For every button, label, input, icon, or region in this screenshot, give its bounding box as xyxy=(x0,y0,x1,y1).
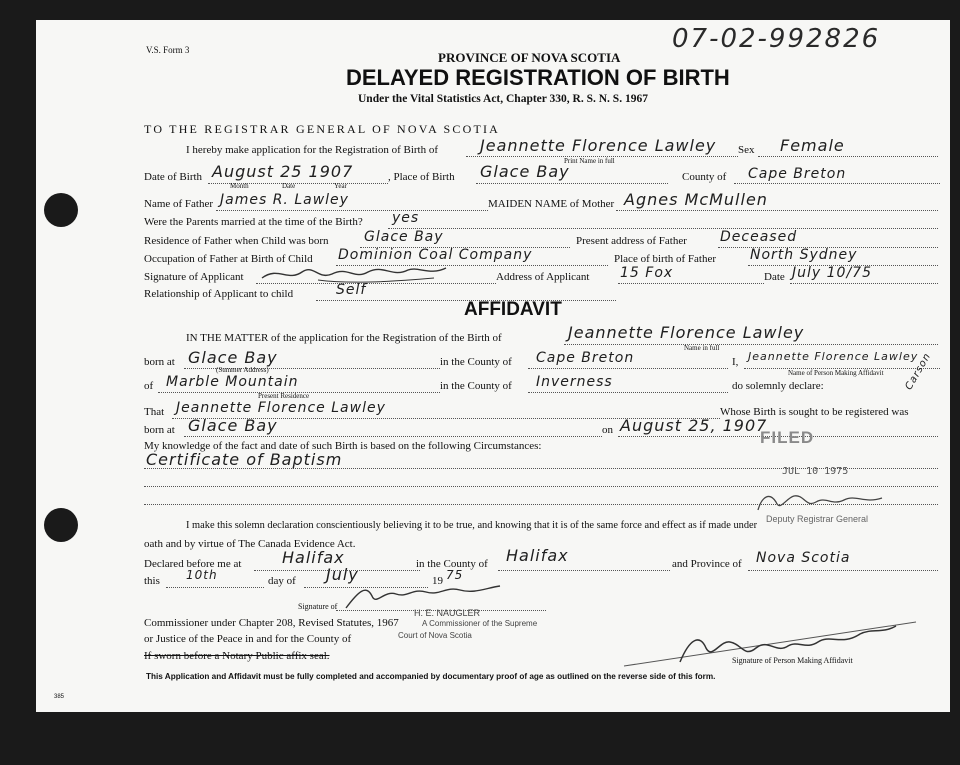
justice-label: or Justice of the Peace in and for the County of xyxy=(144,633,352,645)
month-value: July xyxy=(326,565,359,584)
commissioner-stamp-line2: Court of Nova Scotia xyxy=(398,631,472,640)
registrar-line: TO THE REGISTRAR GENERAL OF NOVA SCOTIA xyxy=(144,122,501,136)
that-label: That xyxy=(144,406,165,418)
affidavit-county-value: Cape Breton xyxy=(536,350,635,366)
child-name: Jeannette Florence Lawley xyxy=(480,136,717,155)
commissioner-label: Commissioner under Chapter 208, Revised Statutes, 1967 xyxy=(144,617,399,629)
affidavit-child-name: Jeannette Florence Lawley xyxy=(568,323,805,342)
date-hint: Date xyxy=(282,182,296,190)
declared-county-label: in the County of xyxy=(416,558,488,570)
occupation-label: Occupation of Father at Birth of Child xyxy=(144,253,313,265)
whose-birth-label: Whose Birth is sought to be registered was xyxy=(720,406,909,418)
mother-label: MAIDEN NAME of Mother xyxy=(488,198,615,210)
year-hint: Year xyxy=(334,182,347,190)
mother-value: Agnes McMullen xyxy=(624,190,768,209)
that-name-value: Jeannette Florence Lawley xyxy=(176,400,386,416)
knowledge-label: My knowledge of the fact and date of such Birth is based on the following Circumstances: xyxy=(144,440,542,452)
filed-stamp-registrar: Deputy Registrar General xyxy=(766,514,869,524)
county-value: Cape Breton xyxy=(748,166,847,182)
applicant-signature-label: Signature of Applicant xyxy=(144,271,244,283)
circumstance-value: Certificate of Baptism xyxy=(146,450,343,469)
month-hint: Month xyxy=(230,182,249,190)
year-value: 75 xyxy=(446,568,464,582)
married-value: yes xyxy=(392,210,420,226)
residence-label: Residence of Father when Child was born xyxy=(144,235,329,247)
dob-label: Date of Birth xyxy=(144,171,203,183)
province-title: PROVINCE OF NOVA SCOTIA xyxy=(438,50,621,65)
father-value: James R. Lawley xyxy=(220,192,349,208)
present-residence-value: Marble Mountain xyxy=(166,374,299,390)
present-address-label: Present address of Father xyxy=(576,235,687,247)
residence-value: Glace Bay xyxy=(364,229,444,245)
affidavit-county-label: in the County of xyxy=(440,356,512,368)
page-title: DELAYED REGISTRATION OF BIRTH xyxy=(346,65,730,90)
declared-province-value: Nova Scotia xyxy=(756,550,851,566)
affiant-name: Jeannette Florence Lawley xyxy=(748,350,919,363)
affiant-signature-label: Signature of Person Making Affidavit xyxy=(732,656,853,665)
occupation-value: Dominion Coal Company xyxy=(338,247,533,263)
born-at-label: born at xyxy=(144,356,175,368)
married-label: Were the Parents married at the time of the Birth? xyxy=(144,216,363,228)
dob-value: August 25 1907 xyxy=(212,162,354,181)
commissioner-stamp-line1: A Commissioner of the Supreme xyxy=(422,619,538,628)
affidavit-heading: AFFIDAVIT xyxy=(464,299,562,320)
relationship-value: Self xyxy=(336,282,367,298)
present-address-value: Deceased xyxy=(720,229,798,245)
declared-county-value: Halifax xyxy=(506,546,569,565)
footer-code: 385 xyxy=(54,694,65,700)
day-of-label: day of xyxy=(268,575,296,587)
declared-province-label: and Province of xyxy=(672,558,742,570)
declared-at-value: Halifax xyxy=(282,548,345,567)
footer-note: This Application and Affidavit must be fully completed and accompanied by documentary proof of age as outlined on the reverse side of this form. xyxy=(146,672,716,681)
residence-county-label: in the County of xyxy=(440,380,512,392)
affidavit-intro: IN THE MATTER of the application for the Registration of the Birth of xyxy=(186,332,502,344)
i-label: I, xyxy=(732,356,739,368)
registration-number: 07-02-992826 xyxy=(672,24,881,54)
affidavit-name-hint: Name in full xyxy=(684,344,720,352)
declare-label: do solemnly declare: xyxy=(732,380,824,392)
application-intro: I hereby make application for the Registration of Birth of xyxy=(186,144,439,156)
father-pob-label: Place of birth of Father xyxy=(614,253,717,265)
county-label: County of xyxy=(682,171,727,183)
this-label: this xyxy=(144,575,160,587)
residence-county-value: Inverness xyxy=(536,374,613,390)
date-label: Date xyxy=(764,271,785,283)
form-id: V.S. Form 3 xyxy=(146,45,190,55)
punch-hole-top xyxy=(44,193,78,227)
father-label: Name of Father xyxy=(144,198,214,210)
solemn-declaration: I make this solemn declaration conscientiously believing it to be true, and knowing that it is of the same force and effect as if made under xyxy=(186,520,758,531)
affiant-name-hint: Name of Person Making Affidavit xyxy=(788,369,884,377)
oath-label: oath and by virtue of The Canada Evidence Act. xyxy=(144,538,356,550)
birth-date-value: August 25, 1907 xyxy=(620,416,768,435)
name-hint: Print Name in full xyxy=(564,157,615,165)
pob-label: , Place of Birth xyxy=(388,171,455,183)
present-residence-hint: Present Residence xyxy=(258,392,310,400)
signature-of-label: Signature of xyxy=(298,602,338,611)
notary-label: If sworn before a Notary Public affix seal. xyxy=(144,650,330,662)
summer-address: (Summer Address) xyxy=(216,366,269,374)
on-label: on xyxy=(602,424,613,436)
sex-label: Sex xyxy=(738,144,755,156)
born-at2-value: Glace Bay xyxy=(188,416,278,435)
filed-stamp-date: JUL 10 1975 xyxy=(782,466,849,477)
year-prefix: 19 xyxy=(432,575,443,587)
day-value: 10th xyxy=(186,568,218,582)
born-at-value: Glace Bay xyxy=(188,348,278,367)
affiant-surname: Carson xyxy=(903,351,934,392)
relationship-label: Relationship of Applicant to child xyxy=(144,288,294,300)
of-label: of xyxy=(144,380,154,392)
document-page xyxy=(36,20,950,712)
born-at2-label: born at xyxy=(144,424,175,436)
sex-value: Female xyxy=(780,136,845,155)
declared-before-label: Declared before me at xyxy=(144,558,242,570)
punch-hole-bottom xyxy=(44,508,78,542)
date-value: July 10/75 xyxy=(792,265,872,281)
commissioner-stamp-name: H. E. NAUGLER xyxy=(414,608,481,618)
pob-value: Glace Bay xyxy=(480,162,570,181)
father-pob-value: North Sydney xyxy=(750,247,858,263)
page-subtitle: Under the Vital Statistics Act, Chapter 330, R. S. N. S. 1967 xyxy=(358,93,648,105)
address-label: Address of Applicant xyxy=(496,271,590,283)
filed-stamp-label: FILED xyxy=(760,428,815,447)
address-value: 15 Fox xyxy=(620,265,674,281)
